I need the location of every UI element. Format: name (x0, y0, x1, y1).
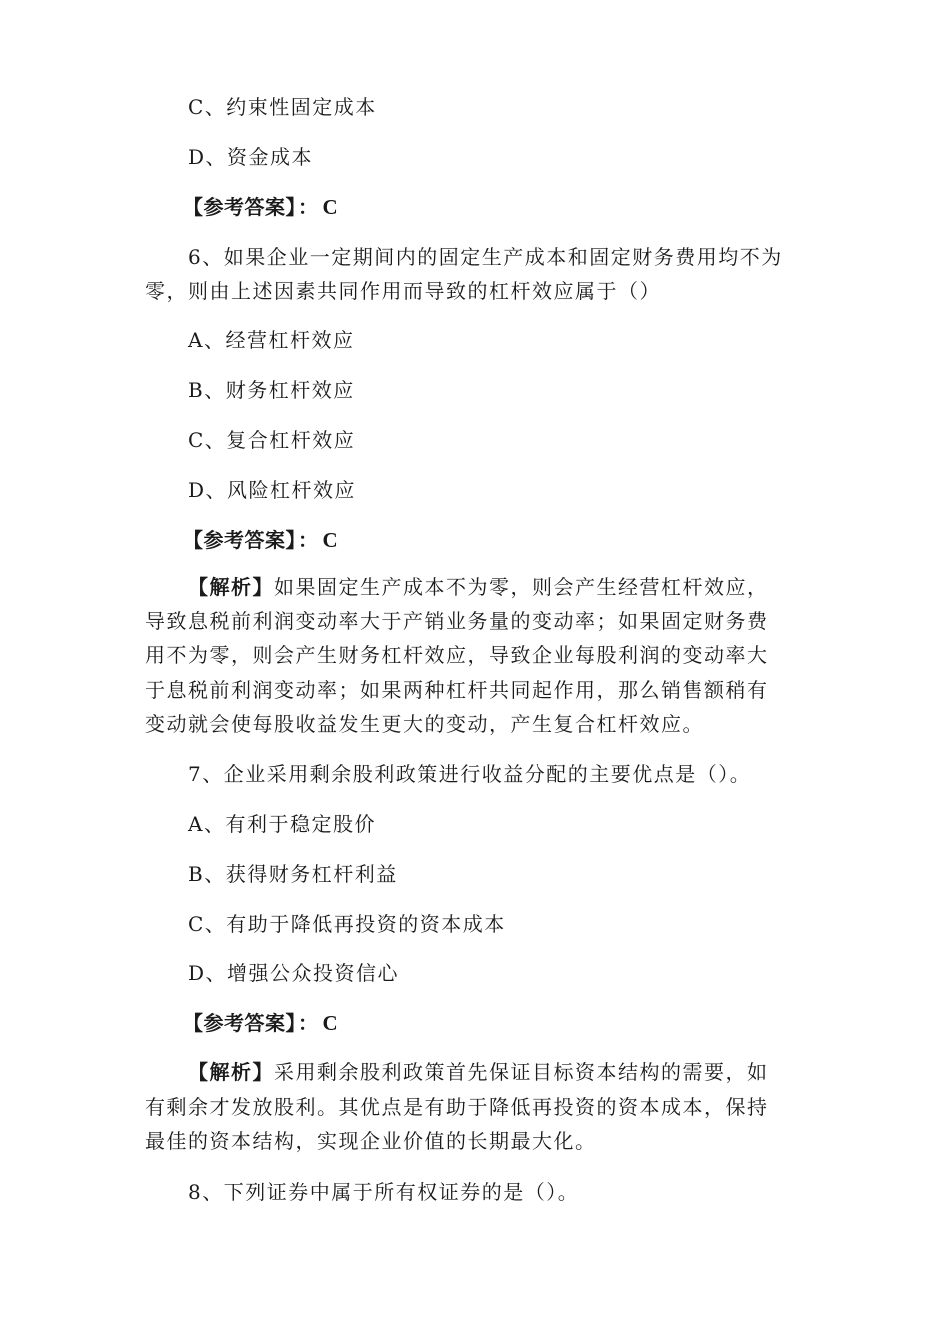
q6-analysis-line3: 用不为零，则会产生财务杠杆效应，导致企业每股利润的变动率大 (145, 643, 769, 667)
q7-option-a: A、有利于稳定股价 (188, 812, 376, 836)
q6-analysis-line4: 于息税前利润变动率；如果两种杠杆共同起作用，那么销售额稍有 (145, 678, 769, 702)
analysis-label: 【解析】 (188, 1060, 274, 1084)
answer-label: 【参考答案】 (183, 1011, 296, 1035)
q6-option-d: D、风险杠杆效应 (188, 478, 357, 502)
answer-value: C (322, 1011, 339, 1035)
answer-value: C (322, 195, 339, 219)
analysis-text: 如果固定生产成本不为零，则会产生经营杠杆效应， (274, 575, 769, 599)
answer-colon: ： (298, 1011, 319, 1035)
q6-answer (183, 526, 338, 554)
answer-label: 【参考答案】 (183, 195, 296, 219)
q7-analysis-line1 (188, 1055, 769, 1089)
q6-analysis-line5: 变动就会使每股收益发生更大的变动，产生复合杠杆效应。 (145, 712, 704, 736)
q6-option-a: A、经营杠杆效应 (188, 328, 355, 352)
q6-stem-line1: 6、如果企业一定期间内的固定生产成本和固定财务费用均不为 (188, 245, 783, 269)
analysis-label: 【解析】 (188, 575, 274, 599)
q6-analysis-line1 (188, 570, 769, 604)
q7-option-d: D、增强公众投资信心 (188, 961, 400, 985)
q6-option-b: B、财务杠杆效应 (188, 378, 355, 402)
analysis-text: 采用剩余股利政策首先保证目标资本结构的需要，如 (274, 1060, 769, 1084)
q6-option-c: C、复合杠杆效应 (188, 428, 356, 452)
q7-answer (183, 1009, 338, 1037)
answer-label: 【参考答案】 (183, 528, 296, 552)
answer-colon: ： (298, 195, 319, 219)
q7-stem: 7、企业采用剩余股利政策进行收益分配的主要优点是（）。 (188, 762, 752, 786)
q5-answer (183, 193, 338, 221)
q5-option-d: D、资金成本 (188, 145, 314, 169)
q6-analysis-line2: 导致息税前利润变动率大于产销业务量的变动率；如果固定财务费 (145, 609, 769, 633)
q5-option-c: C、约束性固定成本 (188, 95, 377, 119)
q8-stem: 8、下列证券中属于所有权证券的是（）。 (188, 1180, 580, 1204)
q7-analysis-line3: 最佳的资本结构，实现企业价值的长期最大化。 (145, 1129, 597, 1153)
q7-option-c: C、有助于降低再投资的资本成本 (188, 912, 506, 936)
q6-stem-line2: 零，则由上述因素共同作用而导致的杠杆效应属于（） (145, 279, 661, 303)
q7-option-b: B、获得财务杠杆利益 (188, 862, 398, 886)
q7-analysis-line2: 有剩余才发放股利。其优点是有助于降低再投资的资本成本，保持 (145, 1095, 769, 1119)
answer-colon: ： (298, 528, 319, 552)
answer-value: C (322, 528, 339, 552)
